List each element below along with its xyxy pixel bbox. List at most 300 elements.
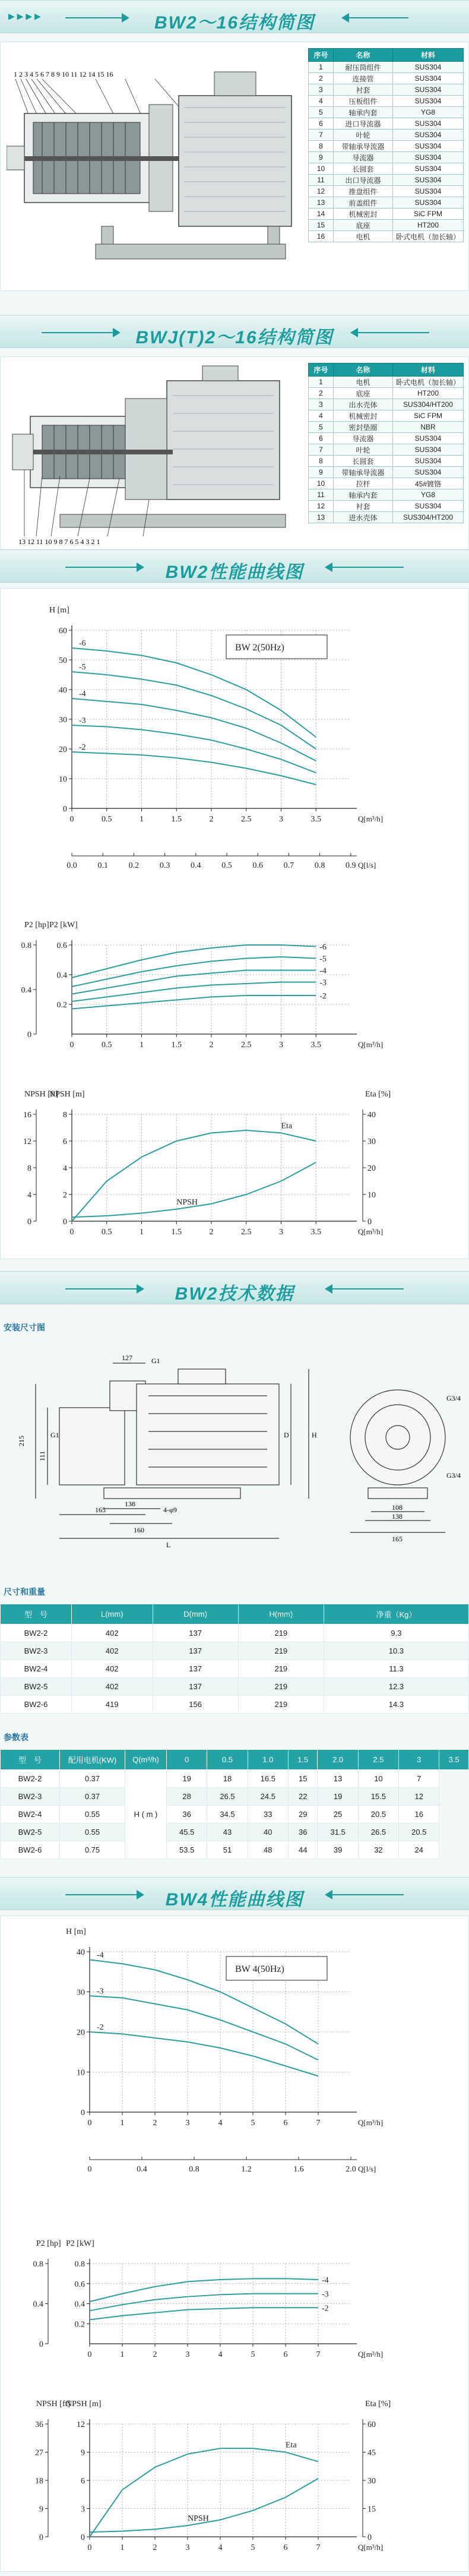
x-tick-label: 2 (209, 1041, 214, 1050)
table-cell: 219 (238, 1642, 324, 1660)
table-cell: 叶轮 (334, 444, 393, 456)
table-cell: 156 (153, 1696, 238, 1714)
x2-tick-label: 0.6 (252, 861, 263, 870)
y2-tick-label: 0.8 (21, 941, 31, 950)
table-cell: 4 (309, 96, 334, 107)
x2-tick-label: 0 (87, 2165, 92, 2174)
base-foot-left (102, 226, 113, 244)
structure-panel-bwj (0, 356, 469, 558)
table-cell: HT200 (393, 388, 464, 399)
table-cell: 419 (72, 1696, 153, 1714)
table-cell: 推盘组件 (334, 186, 393, 197)
table-cell: 40 (248, 1823, 288, 1841)
x-tick-label: 1.5 (171, 1041, 182, 1050)
y-tick-label: 0.4 (56, 971, 67, 980)
y-axis-label: P2 [kW] (49, 921, 78, 930)
y-axis-label: NPSH [m] (66, 2400, 102, 2409)
banner-line-right (332, 1288, 404, 1289)
table-cell: SUS304 (393, 163, 464, 175)
x2-tick-label: 0.8 (189, 2165, 199, 2174)
x-tick-label: 0 (69, 1228, 74, 1237)
x-tick-label: 0 (87, 2119, 92, 2128)
table-cell: 402 (72, 1642, 153, 1660)
col-header: L(mm) (72, 1604, 153, 1624)
col-header: 序号 (309, 364, 334, 377)
x-tick-label: 2 (209, 1228, 214, 1237)
table-cell: 压板组件 (334, 96, 393, 107)
y3-axis-label: Eta [%] (365, 1090, 391, 1099)
y2-axis-label: P2 [hp] (24, 921, 49, 930)
parts-table-bw2 (308, 48, 464, 242)
table-cell: SUS304 (393, 501, 464, 512)
series-label: -2 (79, 743, 86, 752)
table-cell: 4 (309, 410, 334, 422)
table-row (309, 444, 464, 456)
table-cell: SUS304 (393, 62, 464, 73)
col-header: 0 (167, 1750, 207, 1770)
chart-title: BW 2(50Hz) (235, 643, 284, 653)
y3-tick-label: 0 (367, 2533, 372, 2542)
table-cell: SiC FPM (393, 208, 464, 220)
table-cell: 18 (207, 1770, 248, 1788)
base (104, 1488, 240, 1499)
dim-g34-top: G3/4 (446, 1394, 461, 1402)
table-cell: 19 (167, 1770, 207, 1788)
table-cell: 12 (399, 1788, 439, 1806)
part-callouts: 1 2 3 4 5 6 7 8 9 10 11 12 14 15 16 (14, 70, 113, 78)
table-cell: SUS304 (393, 152, 464, 163)
y-tick-label: 0.2 (56, 1001, 67, 1010)
table-cell: 出口导流器 (334, 175, 393, 186)
x-tick-label: 6 (283, 2119, 288, 2128)
y3-axis-label: Eta [%] (365, 2400, 391, 2409)
table-row (1, 1788, 469, 1806)
table-cell: 长圆套 (334, 456, 393, 467)
y-tick-label: 6 (81, 2477, 85, 2486)
y3-tick-label: 40 (367, 1111, 376, 1120)
table-cell: 长圆套 (334, 163, 393, 175)
banner-line-right (332, 1894, 404, 1895)
table-row (1, 1841, 469, 1859)
table-cell: 15 (288, 1770, 318, 1788)
table-cell: 137 (153, 1660, 238, 1678)
x2-tick-label: 0.1 (97, 861, 108, 870)
x2-tick-label: 1.2 (241, 2165, 252, 2174)
param-table (0, 1749, 469, 1859)
table-row (309, 388, 464, 399)
x-tick-label: 1.5 (171, 815, 182, 824)
table-cell: 3 (309, 84, 334, 96)
x2-axis-label: Q[l/s] (358, 2164, 376, 2173)
series-line (90, 2448, 318, 2537)
table-cell: 12 (309, 501, 334, 512)
series-label: -3 (97, 1987, 104, 1996)
table-cell: SUS304 (393, 118, 464, 129)
table-cell: 12.3 (324, 1678, 468, 1696)
table-cell: 11 (309, 175, 334, 186)
x-tick-label: 1.5 (171, 1228, 182, 1237)
table-row (309, 84, 464, 96)
table-cell: 28 (167, 1788, 207, 1806)
y-tick-label: 2 (63, 1191, 67, 1200)
y-axis-label: P2 [kW] (66, 2239, 94, 2248)
install-label: 安装尺寸图 (4, 1323, 45, 1332)
y-tick-label: 20 (59, 745, 67, 754)
x-tick-label: 2 (153, 2543, 157, 2552)
table-cell: 48 (248, 1841, 288, 1859)
series-line (90, 2278, 318, 2302)
table-row (1, 1770, 469, 1788)
x-tick-label: 0 (87, 2350, 92, 2359)
table-cell: 137 (153, 1678, 238, 1696)
power-curve-chart-bw4 (1, 2234, 469, 2385)
pump-casing (59, 1408, 125, 1485)
table-cell: 带轴承导流器 (334, 467, 393, 478)
terminal-box (202, 366, 238, 381)
motor-body (167, 381, 280, 500)
col-header: Q(m³/h) (125, 1750, 167, 1770)
y-tick-label: 6 (63, 1137, 67, 1146)
table-cell: SiC FPM (393, 410, 464, 422)
table-cell: 2 (309, 73, 334, 84)
section-title: BWJ(T)2～16结构简图 (135, 328, 334, 347)
y2-tick-label: 8 (27, 1164, 31, 1173)
table-cell: 1 (309, 377, 334, 388)
x-tick-label: 1 (140, 1228, 144, 1237)
y-tick-label: 0.8 (74, 2260, 85, 2269)
dim-108: 108 (392, 1503, 403, 1512)
col-header: 1.5 (288, 1750, 318, 1770)
table-cell: SUS304 (393, 197, 464, 208)
x-axis-label: Q[m³/h] (358, 2543, 384, 2552)
y-tick-label: 60 (59, 627, 67, 636)
terminal-box (214, 72, 256, 96)
table-cell: 51 (207, 1841, 248, 1859)
param-h-label: H ( m ) (125, 1770, 167, 1859)
table-cell: 219 (238, 1660, 324, 1678)
table-cell: SUS304/HT200 (393, 399, 464, 410)
table-cell: SUS304/HT200 (393, 512, 464, 523)
col-header: 1.0 (248, 1750, 288, 1770)
table-cell: 衬套 (334, 501, 393, 512)
table-cell: 导流器 (334, 152, 393, 163)
series-line (72, 648, 316, 737)
table-row (1, 1642, 469, 1660)
series-line (72, 1162, 316, 1217)
x-tick-label: 1 (140, 1041, 144, 1050)
table-row (309, 231, 464, 242)
section-banner-bw2-curves (0, 549, 469, 583)
y2-tick-label: 12 (23, 1137, 31, 1146)
y3-tick-label: 20 (367, 1164, 376, 1173)
table-cell: BW2-5 (1, 1823, 60, 1841)
table-cell: 20.5 (399, 1823, 439, 1841)
table-cell: 32 (358, 1841, 398, 1859)
table-cell: 10.3 (324, 1642, 468, 1660)
x-tick-label: 4 (218, 2350, 223, 2359)
dim-hole: 4-φ9 (163, 1506, 177, 1514)
table-cell: 22 (288, 1788, 318, 1806)
section-title: BW2性能曲线图 (165, 562, 304, 582)
y2-tick-label: 36 (35, 2420, 43, 2429)
x2-tick-label: 2.0 (346, 2165, 356, 2174)
table-cell: 0.37 (60, 1788, 125, 1806)
table-cell: 402 (72, 1660, 153, 1678)
size-weight-table (0, 1604, 469, 1714)
banner-arrow-right-icon (325, 1890, 332, 1899)
table-row (309, 433, 464, 444)
x-tick-label: 4 (218, 2119, 223, 2128)
head-curve-chart-bw4 (1, 1916, 469, 2216)
table-cell: 25 (318, 1806, 358, 1823)
dim-127: 127 (122, 1354, 132, 1362)
table-cell: 底座 (334, 388, 393, 399)
table-cell: 137 (153, 1624, 238, 1642)
table-cell: 14 (309, 208, 334, 220)
y-axis-label: NPSH [m] (49, 1090, 85, 1099)
table-cell: 0.55 (60, 1823, 125, 1841)
table-cell: SUS304 (393, 129, 464, 141)
table-cell: 137 (153, 1642, 238, 1660)
size-weight-label: 尺寸和重量 (4, 1587, 45, 1597)
table-cell: 出水壳体 (334, 399, 393, 410)
y2-axis-label: NPSH [ft] (36, 2400, 71, 2409)
y2-tick-label: 18 (35, 2477, 43, 2486)
x-axis-label: Q[m³/h] (358, 1040, 384, 1049)
y2-axis-label: NPSH [ft] (24, 1090, 59, 1099)
series-label: -5 (319, 954, 327, 964)
table-cell: YG8 (393, 489, 464, 501)
y-tick-label: 0.4 (74, 2300, 85, 2309)
head-curve-chart-bw2 (1, 589, 469, 897)
x-tick-label: 5 (251, 2543, 255, 2552)
x-tick-label: 7 (316, 2350, 321, 2359)
dim-138: 138 (125, 1500, 135, 1508)
dim-165: 165 (95, 1506, 106, 1514)
section-banner-bw4-curves (0, 1877, 469, 1910)
series-label: -4 (97, 1951, 104, 1960)
table-cell: 402 (72, 1678, 153, 1696)
y-tick-label: 4 (63, 1164, 67, 1173)
npsh-eta-chart-bw2 (1, 1082, 469, 1254)
table-cell: 0.37 (60, 1770, 125, 1788)
x-tick-label: 6 (283, 2543, 288, 2552)
series-label: -3 (322, 2290, 329, 2299)
y2-tick-label: 0.4 (21, 986, 31, 995)
x-axis-label: Q[m³/h] (358, 2118, 384, 2127)
y3-tick-label: 30 (367, 1137, 376, 1146)
series-label: -3 (319, 978, 327, 988)
table-row (1, 1624, 469, 1642)
table-cell: 0.75 (60, 1841, 125, 1859)
table-cell: 叶轮 (334, 129, 393, 141)
table-cell: BW2-4 (1, 1806, 60, 1823)
table-cell: SUS304 (393, 456, 464, 467)
table-row (309, 129, 464, 141)
table-row (309, 467, 464, 478)
x2-tick-label: 0.9 (346, 861, 356, 870)
x-axis-label: Q[m³/h] (358, 1227, 384, 1236)
table-cell: 26.5 (207, 1788, 248, 1806)
table-cell: 45#镀铬 (393, 478, 464, 489)
y-tick-label: 20 (77, 2028, 85, 2037)
x2-axis-label: Q[l/s] (358, 861, 376, 870)
x-tick-label: 2.5 (241, 1228, 252, 1237)
y2-tick-label: 0 (27, 1218, 31, 1227)
banner-arrow-right-icon (341, 13, 349, 23)
table-cell: 11.3 (324, 1660, 468, 1678)
table-cell: 13 (318, 1770, 358, 1788)
col-header: H(mm) (238, 1604, 324, 1624)
dim-g1-side: G1 (50, 1431, 59, 1439)
y-tick-label: 8 (63, 1111, 67, 1120)
terminal-box (178, 1369, 226, 1384)
table-cell: 机械密封 (334, 410, 393, 422)
table-row (309, 489, 464, 501)
dim-138b: 138 (392, 1512, 403, 1521)
table-cell: 15.5 (358, 1788, 398, 1806)
table-cell: BW2-6 (1, 1696, 72, 1714)
y-axis-label: H [m] (66, 1927, 86, 1936)
table-cell: 34.5 (207, 1806, 248, 1823)
x-tick-label: 2.5 (241, 1041, 252, 1050)
dim-g34-bottom: G3/4 (446, 1471, 461, 1480)
table-row (309, 220, 464, 231)
x2-tick-label: 0.0 (66, 861, 77, 870)
table-row (1, 1660, 469, 1678)
x-tick-label: 0 (87, 2543, 92, 2552)
table-cell: 7 (309, 444, 334, 456)
x-tick-label: 7 (316, 2119, 321, 2128)
table-cell: 3 (309, 399, 334, 410)
table-cell: 衬套 (334, 84, 393, 96)
table-row (309, 377, 464, 388)
table-cell: SUS304 (393, 175, 464, 186)
table-cell: 36 (167, 1806, 207, 1823)
table-row (309, 208, 464, 220)
table-cell: 45.5 (167, 1823, 207, 1841)
col-header: 2.5 (358, 1750, 398, 1770)
x-tick-label: 3 (279, 815, 283, 824)
table-row (309, 96, 464, 107)
motor (137, 1384, 279, 1485)
table-row (309, 422, 464, 433)
y-tick-label: 9 (81, 2448, 85, 2458)
x2-tick-label: 0.7 (283, 861, 294, 870)
x-tick-label: 0.5 (102, 1041, 112, 1050)
table-cell: 24 (399, 1841, 439, 1859)
series-line (72, 945, 316, 978)
table-cell: 16 (399, 1806, 439, 1823)
x2-tick-label: 0.4 (137, 2165, 147, 2174)
y2-tick-label: 0.4 (33, 2300, 43, 2309)
series-label: NPSH (188, 2514, 209, 2523)
x-tick-label: 3.5 (310, 1228, 321, 1237)
base (96, 244, 286, 259)
banner-arrow-right-icon (350, 328, 358, 337)
y3-tick-label: 60 (367, 2420, 376, 2429)
table-cell: BW2-3 (1, 1642, 72, 1660)
table-cell: 14.3 (324, 1696, 468, 1714)
table-cell: 卧式电机（加长轴） (393, 231, 464, 242)
table-cell: 5 (309, 422, 334, 433)
table-row (309, 478, 464, 489)
y2-tick-label: 27 (35, 2448, 43, 2458)
x-axis-label: Q[m³/h] (358, 814, 384, 823)
y-tick-label: 0.6 (56, 941, 67, 950)
table-cell: HT200 (393, 220, 464, 231)
table-cell: 拉杆 (334, 478, 393, 489)
table-cell: SUS304 (393, 444, 464, 456)
table-row (309, 141, 464, 152)
series-line (72, 698, 316, 761)
table-cell: 10 (309, 478, 334, 489)
table-cell: 轴承内套 (334, 107, 393, 118)
table-cell: 7 (399, 1770, 439, 1788)
series-label: Eta (286, 2441, 297, 2450)
x-tick-label: 0.5 (102, 1228, 112, 1237)
curve-panel-bw4 (0, 1916, 469, 2572)
y2-tick-label: 0.8 (33, 2260, 43, 2269)
end-view-motor (350, 1390, 445, 1485)
table-row (309, 512, 464, 523)
table-cell: 15 (309, 220, 334, 231)
npsh-eta-chart-bw4 (1, 2391, 469, 2569)
x2-tick-label: 0.4 (191, 861, 201, 870)
col-header: 名称 (334, 49, 393, 62)
table-cell: 进口导流器 (334, 118, 393, 129)
table-cell: 进水壳体 (334, 512, 393, 523)
y2-tick-label: 0 (39, 2533, 43, 2542)
motor-body (179, 96, 291, 226)
table-row (309, 410, 464, 422)
col-header: 0.5 (207, 1750, 248, 1770)
structure-panel-bw2 (0, 42, 469, 291)
table-row (309, 107, 464, 118)
table-cell: 13 (309, 512, 334, 523)
table-cell: NBR (393, 422, 464, 433)
x-axis-label: Q[m³/h] (358, 2350, 384, 2359)
table-cell: 219 (238, 1678, 324, 1696)
table-cell: BW2-3 (1, 1788, 60, 1806)
table-cell: 底座 (334, 220, 393, 231)
series-line (90, 2479, 318, 2532)
y-tick-label: 0 (81, 2533, 85, 2542)
table-row (309, 399, 464, 410)
table-cell: 43 (207, 1823, 248, 1841)
y-tick-label: 0 (81, 2109, 85, 2117)
series-line (72, 1130, 316, 1221)
col-header: 3.5 (439, 1750, 469, 1770)
x-tick-label: 3.5 (310, 815, 321, 824)
curve-panel-bw2 (0, 588, 469, 1259)
x-tick-label: 5 (251, 2119, 255, 2128)
table-cell: 31.5 (318, 1823, 358, 1841)
table-cell: 53.5 (167, 1841, 207, 1859)
section-title: BW4性能曲线图 (165, 1890, 304, 1910)
table-cell: 连接管 (334, 73, 393, 84)
table-cell: BW2-6 (1, 1841, 60, 1859)
y-tick-label: 40 (59, 686, 67, 695)
table-cell: 前盖组件 (334, 197, 393, 208)
col-header: 2.0 (318, 1750, 358, 1770)
table-row (309, 152, 464, 163)
base-foot-right (268, 226, 280, 244)
table-cell: 6 (309, 433, 334, 444)
inlet-casing (12, 434, 33, 470)
y2-tick-label: 4 (27, 1191, 31, 1200)
col-header: 型 号 (1, 1604, 72, 1624)
